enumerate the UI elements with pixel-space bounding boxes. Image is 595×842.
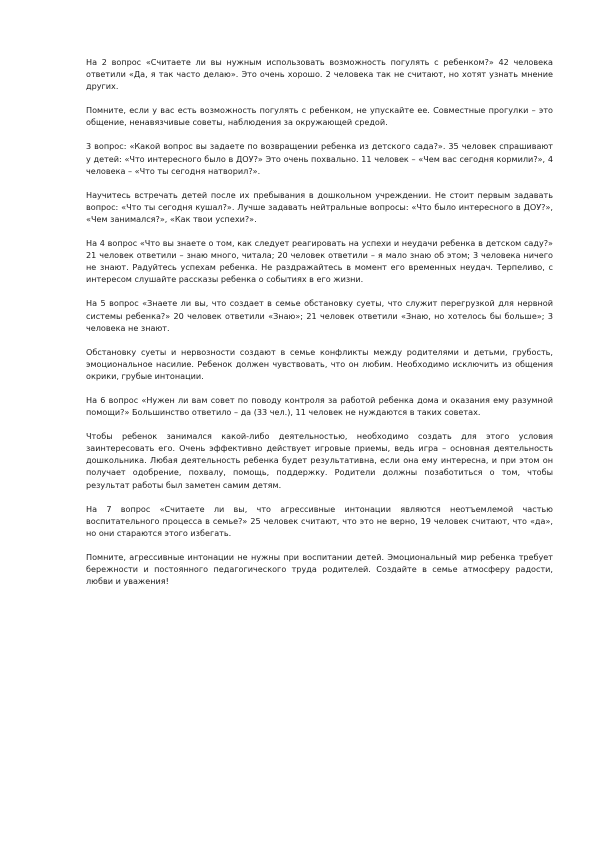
paragraph-meeting-advice: Научитесь встречать детей после их пребывания в дошкольном учреждении. Не стоит первым задавать вопрос: «Что ты сегодня кушал?». Лучше задавать нейтральные вопросы: «Что было интересного в ДОУ?», «Чем занимался?», «Как твои успехи?». <box>86 189 553 224</box>
paragraph-question-5: На 5 вопрос «Знаете ли вы, что создает в семье обстановку суеты, что служит перегрузкой для нервной системы ребенка?» 20 человек ответили «Знаю»; 21 человек ответили «Знаю, но хотелось бы больше»; 3 человека не знают. <box>86 298 553 333</box>
paragraph-fuss-advice: Обстановку суеты и нервозности создают в семье конфликты между родителями и детьми, грубость, эмоциональное насилие. Ребенок должен чувствовать, что он любим. Необходимо исключить из общения окрики, грубые интонации. <box>86 346 553 381</box>
paragraph-activity-advice: Чтобы ребенок занимался какой-либо деятельностью, необходимо создать для этого условия заинтересовать его. Очень эффективно действует игровые приемы, ведь игра – основная деятельность дошкольника. Любая деятельность ребенка будет результативна, если она ему интересна, и при этом он получает одобрение, похвалу, помощь, поддержку. Родители должны позаботиться о том, чтобы результат работы был заметен самим детям. <box>86 431 553 490</box>
paragraph-question-3: 3 вопрос: «Какой вопрос вы задаете по возвращении ребенка из детского сада?». 35 человек спрашивают у детей: «Что интересного было в ДОУ?» Это очень похвально. 11 человек – «Чем вас сегодня кормили?», 4 человека – «Что ты сегодня натворил?». <box>86 141 553 176</box>
paragraph-question-2: На 2 вопрос «Считаете ли вы нужным использовать возможность погулять с ребенком?» 42 человека ответили «Да, я так часто делаю». Это очень хорошо. 2 человека так не считают, но хотят узнать мнение других. <box>86 57 553 92</box>
document-body <box>86 56 553 599</box>
paragraph-question-6: На 6 вопрос «Нужен ли вам совет по поводу контроля за работой ребенка дома и оказания ему разумной помощи?» Большинство ответило – да (33 чел.), 11 человек не нуждаются в таких советах. <box>86 394 553 418</box>
paragraph-question-4: На 4 вопрос «Что вы знаете о том, как следует реагировать на успехи и неудачи ребенка в детском саду?» 21 человек ответили – знаю много, читала; 20 человек ответили – я мало знаю об этом; 3 человека ничего не знают. Радуйтесь успехам ребенка. Не раздражайтесь в момент его временных неудач. Терпеливо, с интересом слушайте рассказы ребенка о событиях в его жизни. <box>86 238 553 285</box>
paragraph-walks-advice: Помните, если у вас есть возможность погулять с ребенком, не упускайте ее. Совместные прогулки – это общение, ненавязчивые советы, наблюдения за окружающей средой. <box>86 105 553 128</box>
paragraph-question-7: На 7 вопрос «Считаете ли вы, что агрессивные интонации являются неотъемлемой частью воспитательного процесса в семье?» 25 человек считают, что это не верно, 19 человек считают, что «да», но они стараются этого избегать. <box>86 503 553 538</box>
paragraph-closing-advice: Помните, агрессивные интонации не нужны при воспитании детей. Эмоциональный мир ребенка требует бережности и постоянного педагогического труда родителей. Создайте в семье атмосферу радости, любви и уважения! <box>86 551 553 587</box>
